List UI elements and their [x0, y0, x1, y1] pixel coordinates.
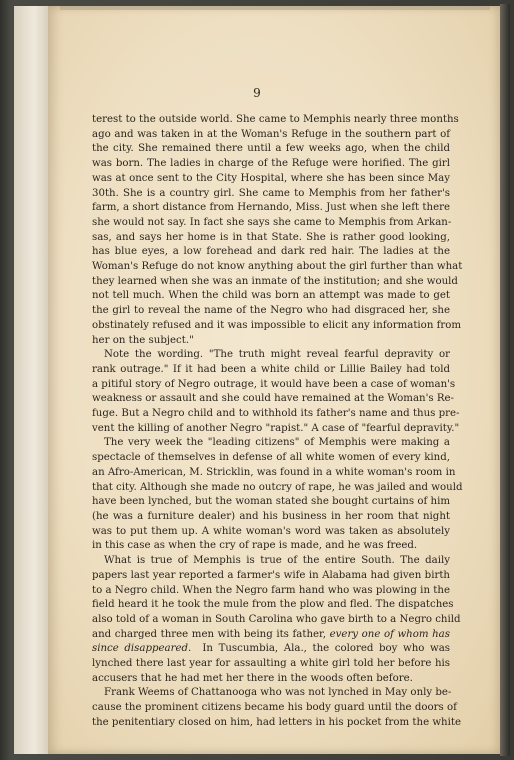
text-line-with-italic [92, 642, 450, 657]
paragraph-1 [92, 113, 463, 348]
text-line: rank outrage." If it had been a white child or Lillie Bailey had told [92, 363, 450, 375]
paragraph-5 [92, 686, 461, 730]
text-line: was to put them up. A white woman's word was taken as absolutely [92, 525, 450, 537]
text-line: the city. She remained there until a few weeks ago, when the child [92, 143, 450, 155]
text-line: in this case as when the cry of rape is made, and he was freed. [92, 540, 418, 552]
text-line: papers last year reported a farmer's wife in Alabama had given birth [92, 569, 450, 581]
text-line: was born. The ladies in charge of the Refuge were horified. The girl [92, 158, 450, 170]
text-line-with-italic [92, 628, 450, 643]
page-top-band [60, 6, 490, 10]
text-line: to a Negro child. When the Negro farm hand who was plowing in the [92, 584, 450, 596]
paragraph-2 [92, 348, 460, 436]
text-line: not tell much. When the child was born an attempt was made to get [92, 290, 450, 302]
text-line: What is true of Memphis is true of the entire South. The daily [104, 555, 450, 567]
text-line: fuge. But a Negro child and to withhold its father's name and thus pre- [92, 408, 460, 420]
text-line: has blue eyes, a low forehead and dark red hair. The ladies at the [92, 246, 450, 258]
text-line: they learned when she was an inmate of the institution; and she would [92, 275, 458, 287]
text-line: she would not say. In fact she says she came to Memphis from Arkan- [92, 216, 452, 228]
text-line: farm, a short distance from Hernando, Miss. Just when she left there [92, 202, 450, 214]
text-line: In Tuscumbia, Ala., the colored boy who was [191, 643, 450, 655]
paragraph-3 [92, 436, 463, 554]
text-line: Woman's Refuge do not know anything about the girl further than what [92, 261, 463, 273]
text-line: obstinately refused and it was impossible to elicit any information from [92, 319, 462, 331]
text-line: Note the wording. "The truth might reveal fearful depravity or [104, 349, 450, 361]
right-binding-edge [500, 4, 510, 756]
text-line: weakness or assault and she could have remained at the Woman's Re- [92, 393, 454, 405]
text-line: sas, and says her home is in that State. She is rather good looking, [92, 231, 450, 243]
text-line: also told of a woman in South Carolina who gave birth to a Negro child [92, 613, 461, 625]
text-line: a pitiful story of Negro outrage, it would have been a case of woman's [92, 378, 456, 390]
text-line: have been lynched, but the woman stated she bought curtains of him [92, 496, 450, 508]
italic-phrase: since disappeared. [92, 643, 192, 655]
text-line: and charged three men with being its father, [92, 628, 330, 640]
text-line: The very week the "leading citizens" of Memphis were making a [104, 437, 450, 449]
text-line: the penitentiary closed on him, had letters in his pocket from the white [92, 716, 461, 728]
text-line: was at once sent to the City Hospital, where she has been since May [92, 172, 450, 184]
text-line: an Afro-American, M. Stricklin, was found in a white woman's room in [92, 466, 456, 478]
text-line: that city. Although she made no outcry of rape, he was jailed and would [92, 481, 463, 493]
text-line: 30th. She is a country girl. She came to Memphis from her father's [92, 187, 450, 199]
text-line: cause the prominent citizens became his body guard until the doors of [92, 702, 457, 714]
text-line: lynched there last year for assaulting a white girl told her before his [92, 658, 450, 670]
text-line: field heard it he took the mule from the plow and fled. The dispatches [92, 599, 454, 611]
page-number: 9 [253, 86, 261, 100]
text-line: her on the subject." [92, 334, 194, 346]
text-line: accusers that he had met her there in the woods often before. [92, 672, 413, 684]
text-line: the girl to reveal the name of the Negro who had disgraced her, she [92, 305, 450, 317]
body-text [92, 113, 463, 731]
text-line: spectacle of themselves in defense of all white women of every kind, [92, 452, 450, 464]
text-line: vent the killing of another Negro "rapist." A case of "fearful depravity." [92, 422, 460, 434]
text-line: terest to the outside world. She came to Memphis nearly three months [92, 114, 459, 125]
text-line: ago and was taken in at the Woman's Refuge in the southern part of [92, 128, 450, 140]
text-line: (he was a furniture dealer) and his business in her room that night [92, 510, 450, 522]
italic-phrase: every one of whom has [329, 628, 450, 640]
left-page-edge [14, 6, 49, 754]
text-line: Frank Weems of Chattanooga who was not lynched in May only be- [104, 687, 452, 699]
paragraph-4 [92, 554, 461, 686]
